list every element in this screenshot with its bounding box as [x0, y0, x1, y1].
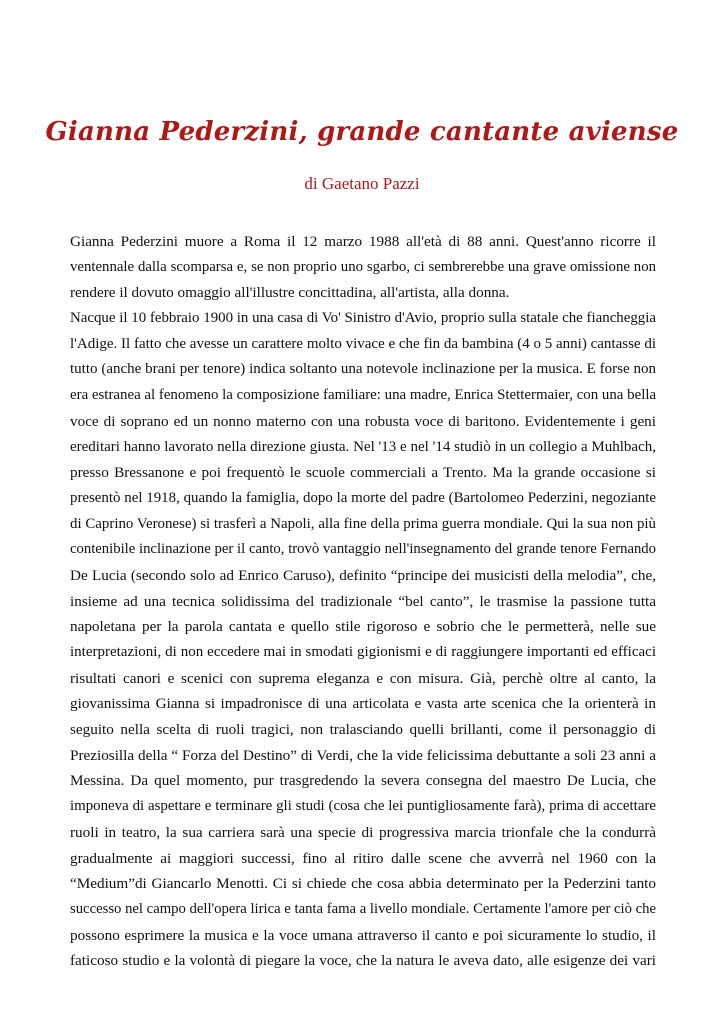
text-line: risultati canori e scenici con suprema eleganza e con misura. Già, perchè oltre al canto, la — [70, 669, 656, 687]
article-byline: di Gaetano Pazzi — [304, 174, 420, 193]
text-line: successo nel campo dell'opera lirica e tanta fama a livello mondiale. Certamente l'amore per ciò che — [70, 900, 656, 917]
text-line: possono esprimere la musica e la voce umana attraverso il canto e poi sicuramente lo studio, il — [70, 926, 656, 944]
text-line: seguito nella scelta di ruoli tragici, non tralasciando quelli brillanti, come il personaggio di — [70, 721, 656, 739]
text-line: faticoso studio e la volontà di piegare la voce, che la natura le aveva dato, alle esigenze dei vari — [70, 952, 656, 970]
text-line: napoletana per la parola cantata e quello stile rigoroso e sobrio che le permetterà, nelle sue — [70, 618, 656, 636]
text-line: interpretazioni, di non eccedere mai in smodati gigionismi e di raggiungere importanti ed efficaci — [70, 644, 656, 660]
text-line: contenibile inclinazione per il canto, trovò vantaggio nell'insegnamento del grande tenore Fernando — [70, 541, 656, 558]
text-line: imponeva di aspettare e terminare gli studi (cosa che lei puntigliosamente farà), prima di accettare — [70, 798, 656, 815]
text-line: ereditari hanno lavorato nella direzione giusta. Nel '13 e nel '14 studiò in un collegio a Muhlbach, — [70, 438, 656, 455]
text-line: voce di soprano ed un nonno materno con una robusta voce di baritono. Evidentemente i geni — [70, 412, 656, 430]
article-title: Gianna Pederzini, grande cantante aviense — [45, 117, 679, 147]
text-line: ventennale dalla scomparsa e, se non proprio uno sgarbo, ci sembrerebbe una grave omissione non — [70, 258, 656, 275]
text-line: Messina. Da quel momento, pur trasgredendo la severa consegna del maestro De Lucia, che — [70, 772, 656, 790]
text-line: Nacque il 10 febbraio 1900 in una casa di Vo' Sinistro d'Avio, proprio sulla statale che fiancheggia — [70, 310, 656, 327]
text-line: Gianna Pederzini muore a Roma il 12 marzo 1988 all'età di 88 anni. Quest'anno ricorre il — [70, 233, 656, 250]
article-body — [70, 229, 656, 974]
text-line: presentò nel 1918, quando la famiglia, dopo la morte del padre (Bartolomeo Pederzini, negoziante — [70, 489, 656, 506]
text-line: insieme ad una tecnica solidissima del tradizionale “bel canto”, le trasmise la passione tutta — [70, 592, 656, 610]
text-line: “Medium”di Giancarlo Menotti. Ci si chiede che cosa abbia determinato per la Pederzini tanto — [70, 875, 656, 893]
text-line: rendere il dovuto omaggio all'illustre concittadina, all'artista, alla donna. — [70, 284, 510, 302]
text-line: ruoli in teatro, la sua carriera sarà una specie di progressiva marcia trionfale che la condurrà — [70, 823, 656, 841]
text-line: di Caprino Veronese) si trasferì a Napoli, alla fine della prima guerra mondiale. Qui la sua non più — [70, 515, 656, 532]
text-line: era estranea al fenomeno la composizione familiare: una madre, Enrica Stettermaier, con una bella — [70, 387, 656, 404]
text-line: Preziosilla della “ Forza del Destino” di Verdi, che la vide felicissima debuttante a soli 23 anni a — [70, 746, 656, 764]
text-line: l'Adige. Il fatto che avesse un carattere molto vivace e che fin da bambina (4 o 5 anni) cantasse di — [70, 335, 656, 352]
text-line: presso Bressanone e poi frequentò le scuole commerciali a Trento. Ma la grande occasione si — [70, 464, 656, 482]
text-line: gradualmente ai maggiori successi, fino al ritiro dalle scene che avverrà nel 1960 con la — [70, 849, 656, 867]
text-line: tutto (anche brani per tenore) indica soltanto una notevole inclinazione per la musica. E forse non — [70, 361, 656, 378]
text-line: De Lucia (secondo solo ad Enrico Caruso), definito “principe dei musicisti della melodia”, che, — [70, 566, 656, 584]
text-line: giovanissima Gianna si impadronisce di una articolata e vasta arte scenica che la orienterà in — [70, 695, 656, 713]
